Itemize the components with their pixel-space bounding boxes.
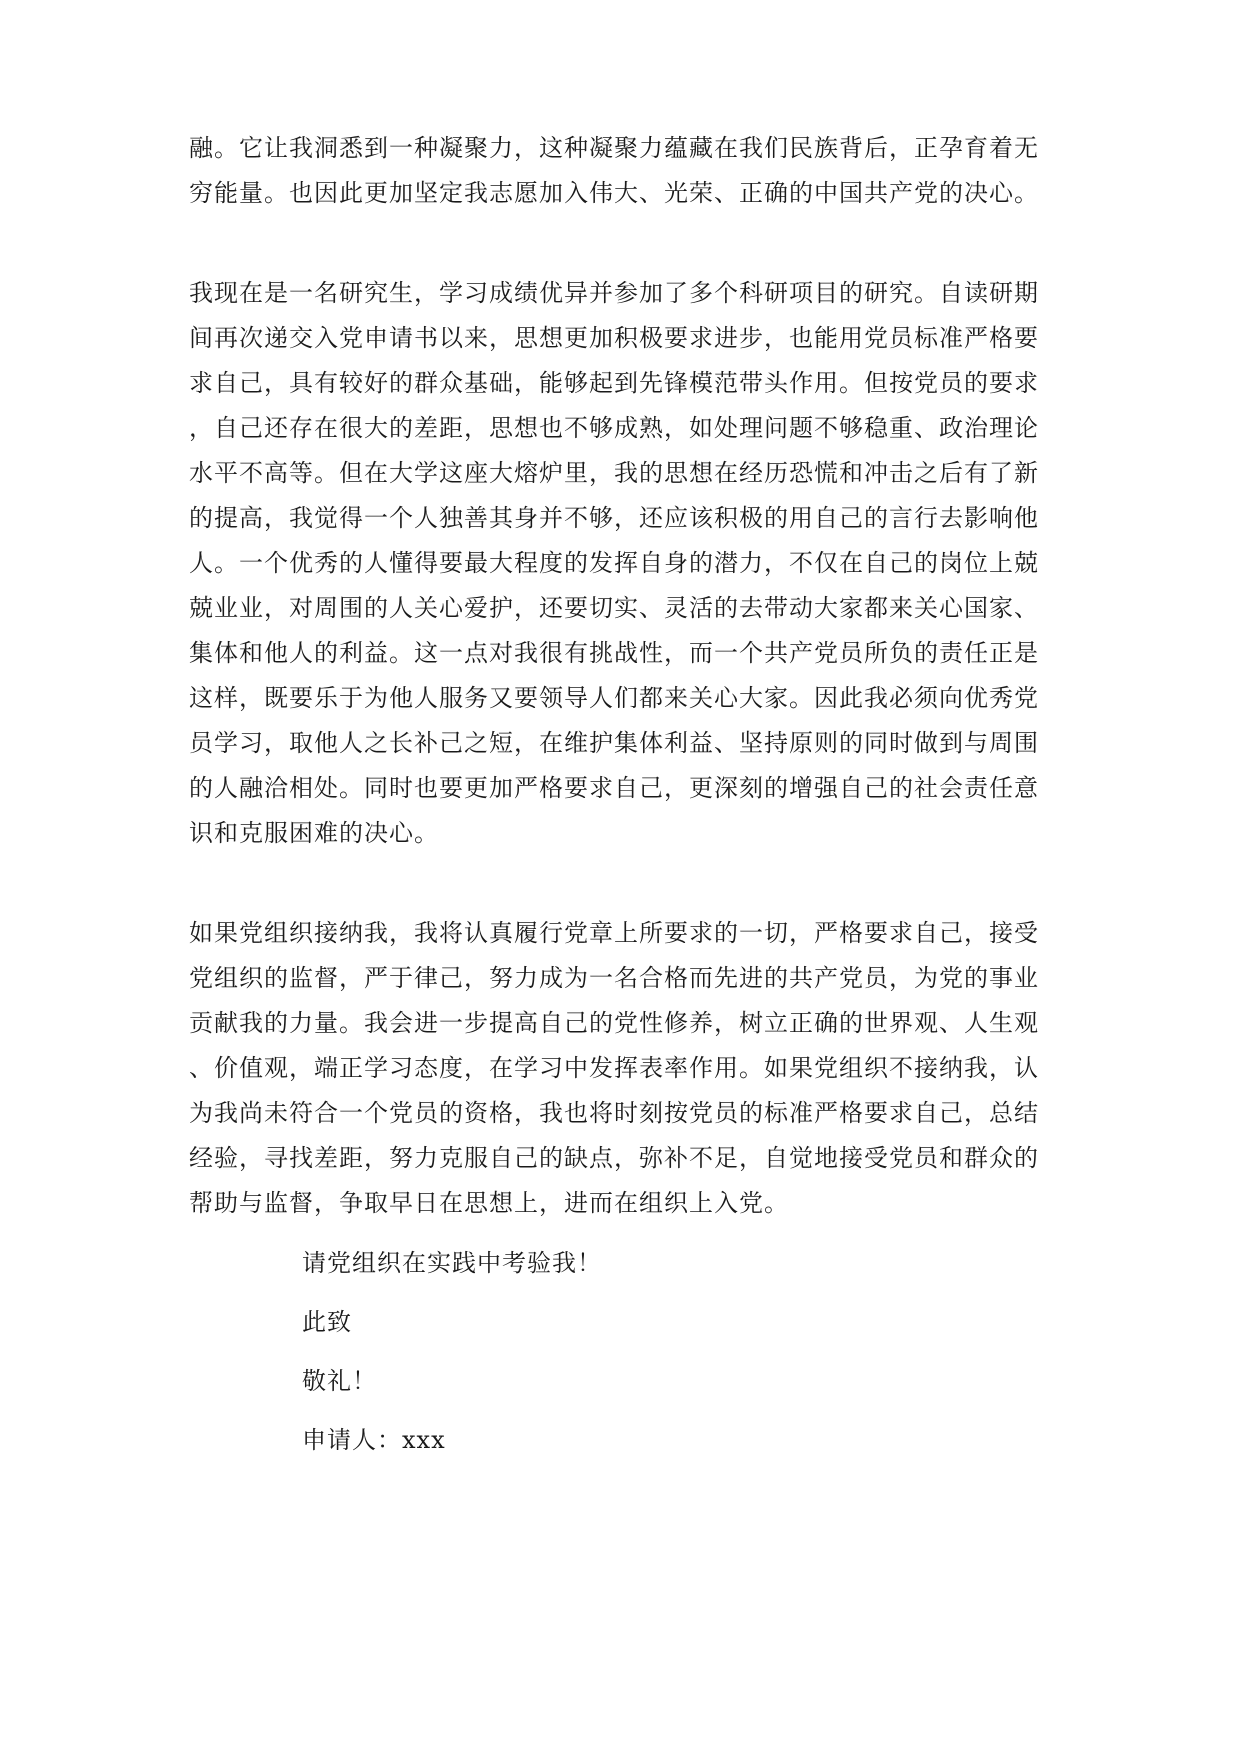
text-line: 水平不高等。但在大学这座大熔炉里，我的思想在经历恐慌和冲击之后有了新	[189, 459, 1039, 487]
text-line: 的提高，我觉得一个人独善其身并不够，还应该积极的用自己的言行去影响他	[189, 504, 1039, 532]
text-line: 集体和他人的利益。这一点对我很有挑战性，而一个共产党员所负的责任正是	[189, 639, 1039, 667]
closing-respect: 敬礼！	[302, 1367, 377, 1395]
text-line: 我现在是一名研究生，学习成绩优异并参加了多个科研项目的研究。自读研期	[189, 279, 1039, 307]
text-line: 经验，寻找差距，努力克服自己的缺点，弥补不足，自觉地接受党员和群众的	[189, 1144, 1039, 1172]
text-line: 兢业业，对周围的人关心爱护，还要切实、灵活的去带动大家都来关心国家、	[189, 594, 1039, 622]
text-line: 融。它让我洞悉到一种凝聚力，这种凝聚力蕴藏在我们民族背后，正孕育着无	[189, 134, 1039, 162]
text-line: ，自己还存在很大的差距，思想也不够成熟，如处理问题不够稳重、政治理论	[189, 414, 1039, 442]
text-line: 的人融洽相处。同时也要更加严格要求自己，更深刻的增强自己的社会责任意	[189, 774, 1039, 802]
text-line: 这样，既要乐于为他人服务又要领导人们都来关心大家。因此我必须向优秀党	[189, 684, 1039, 712]
text-line: 贡献我的力量。我会进一步提高自己的党性修养，树立正确的世界观、人生观	[189, 1009, 1039, 1037]
text-line: 帮助与监督，争取早日在思想上，进而在组织上入党。	[189, 1189, 789, 1217]
closing-salutation: 此致	[302, 1308, 352, 1336]
text-line: 员学习，取他人之长补己之短，在维护集体利益、坚持原则的同时做到与周围	[189, 729, 1039, 757]
text-line: 人。一个优秀的人懂得要最大程度的发挥自身的潜力，不仅在自己的岗位上兢	[189, 549, 1039, 577]
closing-request: 请党组织在实践中考验我！	[302, 1249, 602, 1277]
text-line: 、价值观，端正学习态度，在学习中发挥表率作用。如果党组织不接纳我，认	[189, 1054, 1039, 1082]
text-line: 求自己，具有较好的群众基础，能够起到先锋模范带头作用。但按党员的要求	[189, 369, 1039, 397]
text-line: 为我尚未符合一个党员的资格，我也将时刻按党员的标准严格要求自己，总结	[189, 1099, 1039, 1127]
text-line: 识和克服困难的决心。	[189, 819, 439, 847]
text-line: 如果党组织接纳我，我将认真履行党章上所要求的一切，严格要求自己，接受	[189, 919, 1039, 947]
applicant-signature: 申请人：xxx	[302, 1426, 446, 1454]
text-line: 党组织的监督，严于律己，努力成为一名合格而先进的共产党员，为党的事业	[189, 964, 1039, 992]
text-line: 间再次递交入党申请书以来，思想更加积极要求进步，也能用党员标准严格要	[189, 324, 1039, 352]
text-line: 穷能量。也因此更加坚定我志愿加入伟大、光荣、正确的中国共产党的决心。	[189, 179, 1039, 207]
